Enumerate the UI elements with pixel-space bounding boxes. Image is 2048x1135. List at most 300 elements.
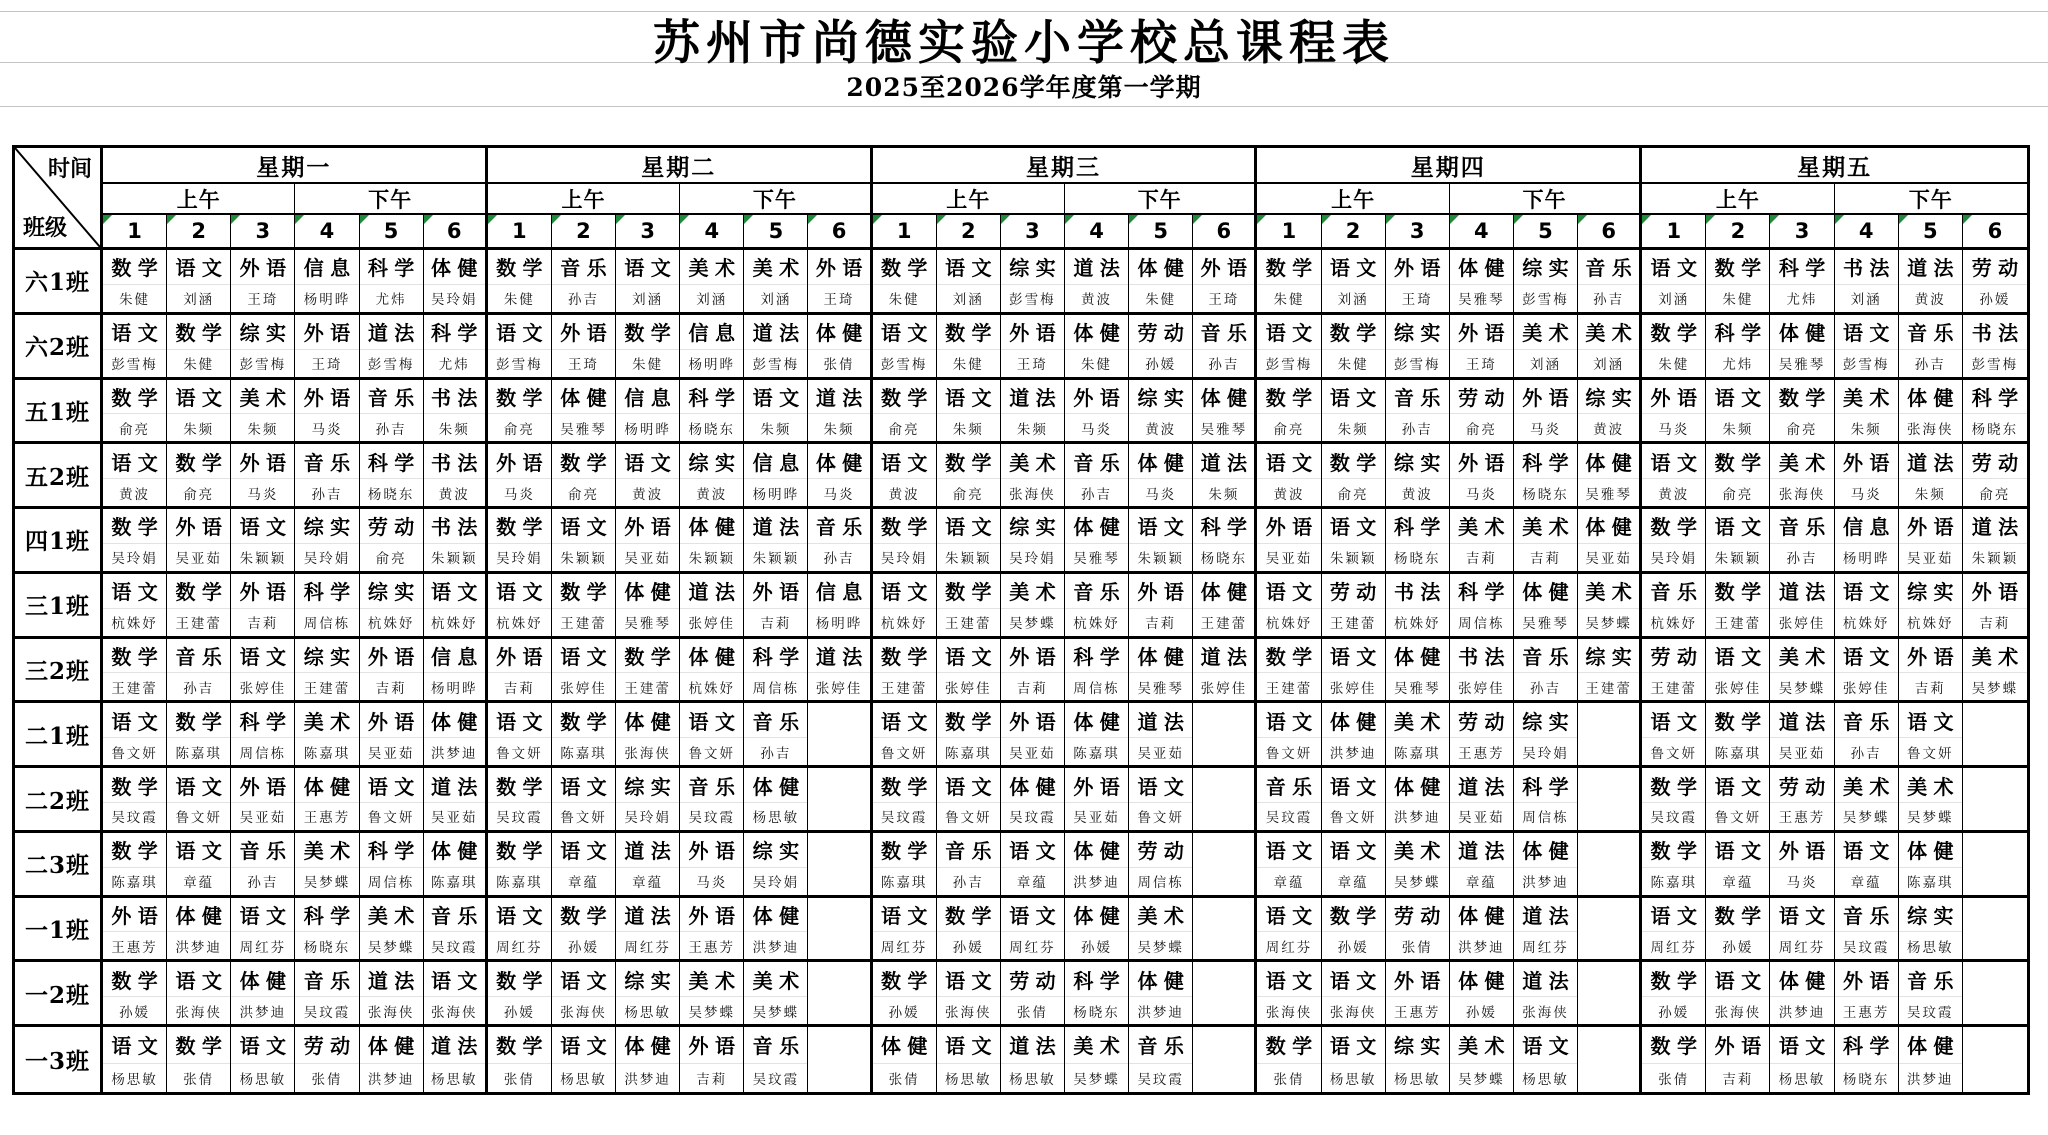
schedule-cell[interactable] [1899, 250, 1963, 315]
schedule-cell[interactable] [360, 962, 424, 1027]
schedule-cell[interactable] [1065, 1027, 1129, 1092]
schedule-cell[interactable] [1578, 639, 1642, 704]
schedule-cell[interactable] [1963, 768, 2027, 833]
schedule-cell[interactable] [1129, 250, 1193, 315]
schedule-cell[interactable] [1257, 315, 1321, 380]
schedule-cell[interactable] [937, 962, 1001, 1027]
schedule-cell[interactable] [295, 444, 359, 509]
period-header-day3-p4[interactable]: 4 [1065, 215, 1129, 250]
schedule-cell[interactable] [1706, 768, 1770, 833]
schedule-cell[interactable] [231, 833, 295, 898]
period-header-day2-p5[interactable]: 5 [744, 215, 808, 250]
schedule-cell[interactable] [488, 380, 552, 445]
schedule-cell[interactable] [1193, 380, 1257, 445]
schedule-cell[interactable] [1642, 574, 1706, 639]
period-header-day3-p5[interactable]: 5 [1129, 215, 1193, 250]
schedule-cell[interactable] [616, 380, 680, 445]
schedule-cell[interactable] [1514, 380, 1578, 445]
schedule-cell[interactable] [1193, 1027, 1257, 1092]
schedule-cell[interactable] [488, 833, 552, 898]
schedule-cell[interactable] [167, 444, 231, 509]
schedule-cell[interactable] [808, 380, 872, 445]
period-header-day2-p3[interactable]: 3 [616, 215, 680, 250]
schedule-cell[interactable] [424, 703, 488, 768]
schedule-cell[interactable] [744, 962, 808, 1027]
schedule-cell[interactable] [1706, 315, 1770, 380]
schedule-cell[interactable] [808, 898, 872, 963]
schedule-cell[interactable] [680, 444, 744, 509]
schedule-cell[interactable] [1065, 639, 1129, 704]
schedule-cell[interactable] [1322, 380, 1386, 445]
schedule-cell[interactable] [231, 962, 295, 1027]
schedule-cell[interactable] [1193, 833, 1257, 898]
schedule-cell[interactable] [1386, 315, 1450, 380]
schedule-cell[interactable] [424, 962, 488, 1027]
schedule-cell[interactable] [424, 1027, 488, 1092]
schedule-cell[interactable] [1899, 574, 1963, 639]
schedule-cell[interactable] [744, 1027, 808, 1092]
schedule-cell[interactable] [1514, 703, 1578, 768]
schedule-cell[interactable] [808, 444, 872, 509]
schedule-cell[interactable] [1770, 380, 1834, 445]
schedule-cell[interactable] [1386, 444, 1450, 509]
schedule-cell[interactable] [1706, 703, 1770, 768]
schedule-cell[interactable] [1065, 250, 1129, 315]
period-header-day3-p6[interactable]: 6 [1193, 215, 1257, 250]
schedule-cell[interactable] [167, 250, 231, 315]
schedule-cell[interactable] [1193, 703, 1257, 768]
schedule-cell[interactable] [360, 1027, 424, 1092]
schedule-cell[interactable] [1322, 509, 1386, 574]
schedule-cell[interactable] [1706, 898, 1770, 963]
period-header-day2-p2[interactable]: 2 [552, 215, 616, 250]
schedule-cell[interactable] [1322, 962, 1386, 1027]
schedule-cell[interactable] [1770, 833, 1834, 898]
schedule-cell[interactable] [1386, 768, 1450, 833]
schedule-cell[interactable] [1578, 250, 1642, 315]
schedule-cell[interactable] [1770, 898, 1834, 963]
schedule-cell[interactable] [1706, 833, 1770, 898]
schedule-cell[interactable] [488, 444, 552, 509]
schedule-cell[interactable] [1835, 380, 1899, 445]
schedule-cell[interactable] [873, 1027, 937, 1092]
schedule-cell[interactable] [103, 898, 167, 963]
schedule-cell[interactable] [1642, 509, 1706, 574]
schedule-cell[interactable] [1386, 509, 1450, 574]
schedule-cell[interactable] [1578, 380, 1642, 445]
schedule-cell[interactable] [167, 380, 231, 445]
schedule-cell[interactable] [680, 1027, 744, 1092]
schedule-cell[interactable] [424, 444, 488, 509]
schedule-cell[interactable] [1835, 1027, 1899, 1092]
schedule-cell[interactable] [360, 639, 424, 704]
schedule-cell[interactable] [680, 315, 744, 380]
schedule-cell[interactable] [1963, 833, 2027, 898]
schedule-cell[interactable] [1001, 898, 1065, 963]
schedule-cell[interactable] [295, 703, 359, 768]
schedule-cell[interactable] [1706, 509, 1770, 574]
schedule-cell[interactable] [1450, 509, 1514, 574]
schedule-cell[interactable] [1835, 250, 1899, 315]
period-header-day5-p5[interactable]: 5 [1899, 215, 1963, 250]
schedule-cell[interactable] [1450, 703, 1514, 768]
schedule-cell[interactable] [1193, 639, 1257, 704]
schedule-cell[interactable] [1065, 703, 1129, 768]
schedule-cell[interactable] [1001, 444, 1065, 509]
schedule-cell[interactable] [1899, 444, 1963, 509]
schedule-cell[interactable] [103, 444, 167, 509]
schedule-cell[interactable] [937, 444, 1001, 509]
schedule-cell[interactable] [360, 315, 424, 380]
schedule-cell[interactable] [1835, 898, 1899, 963]
schedule-cell[interactable] [744, 833, 808, 898]
schedule-cell[interactable] [1642, 898, 1706, 963]
schedule-cell[interactable] [1578, 962, 1642, 1027]
schedule-cell[interactable] [1386, 703, 1450, 768]
period-header-day3-p3[interactable]: 3 [1001, 215, 1065, 250]
schedule-cell[interactable] [616, 1027, 680, 1092]
schedule-cell[interactable] [616, 768, 680, 833]
schedule-cell[interactable] [680, 768, 744, 833]
schedule-cell[interactable] [231, 250, 295, 315]
schedule-cell[interactable] [1129, 1027, 1193, 1092]
schedule-cell[interactable] [231, 639, 295, 704]
schedule-cell[interactable] [360, 898, 424, 963]
schedule-cell[interactable] [808, 833, 872, 898]
schedule-cell[interactable] [1193, 962, 1257, 1027]
schedule-cell[interactable] [1386, 380, 1450, 445]
schedule-cell[interactable] [808, 574, 872, 639]
schedule-cell[interactable] [1257, 962, 1321, 1027]
schedule-cell[interactable] [488, 250, 552, 315]
schedule-cell[interactable] [744, 315, 808, 380]
schedule-cell[interactable] [552, 574, 616, 639]
schedule-cell[interactable] [488, 703, 552, 768]
schedule-cell[interactable] [231, 703, 295, 768]
schedule-cell[interactable] [1963, 380, 2027, 445]
schedule-cell[interactable] [167, 639, 231, 704]
schedule-cell[interactable] [744, 380, 808, 445]
schedule-cell[interactable] [103, 833, 167, 898]
schedule-cell[interactable] [680, 898, 744, 963]
schedule-cell[interactable] [295, 768, 359, 833]
schedule-cell[interactable] [424, 639, 488, 704]
schedule-cell[interactable] [488, 315, 552, 380]
schedule-cell[interactable] [1963, 703, 2027, 768]
schedule-cell[interactable] [1514, 574, 1578, 639]
schedule-cell[interactable] [488, 962, 552, 1027]
schedule-cell[interactable] [1065, 768, 1129, 833]
schedule-cell[interactable] [744, 509, 808, 574]
schedule-cell[interactable] [808, 703, 872, 768]
period-header-day1-p3[interactable]: 3 [231, 215, 295, 250]
schedule-cell[interactable] [552, 639, 616, 704]
period-header-day3-p1[interactable]: 1 [873, 215, 937, 250]
schedule-cell[interactable] [937, 380, 1001, 445]
schedule-cell[interactable] [1642, 962, 1706, 1027]
schedule-cell[interactable] [1514, 250, 1578, 315]
schedule-cell[interactable] [552, 380, 616, 445]
schedule-cell[interactable] [1322, 833, 1386, 898]
schedule-cell[interactable] [1322, 639, 1386, 704]
schedule-cell[interactable] [103, 315, 167, 380]
schedule-cell[interactable] [1001, 380, 1065, 445]
schedule-cell[interactable] [616, 574, 680, 639]
schedule-cell[interactable] [1193, 509, 1257, 574]
schedule-cell[interactable] [873, 574, 937, 639]
schedule-cell[interactable] [1514, 898, 1578, 963]
schedule-cell[interactable] [231, 768, 295, 833]
schedule-cell[interactable] [1706, 574, 1770, 639]
period-header-day1-p1[interactable]: 1 [103, 215, 167, 250]
schedule-cell[interactable] [1835, 509, 1899, 574]
schedule-cell[interactable] [1001, 703, 1065, 768]
schedule-cell[interactable] [1642, 833, 1706, 898]
schedule-cell[interactable] [1899, 380, 1963, 445]
schedule-cell[interactable] [1963, 315, 2027, 380]
schedule-cell[interactable] [680, 380, 744, 445]
schedule-cell[interactable] [1257, 380, 1321, 445]
schedule-cell[interactable] [744, 768, 808, 833]
schedule-cell[interactable] [1835, 962, 1899, 1027]
schedule-cell[interactable] [103, 1027, 167, 1092]
schedule-cell[interactable] [1450, 380, 1514, 445]
schedule-cell[interactable] [1322, 768, 1386, 833]
schedule-cell[interactable] [1642, 444, 1706, 509]
schedule-cell[interactable] [1450, 250, 1514, 315]
schedule-cell[interactable] [1770, 574, 1834, 639]
schedule-cell[interactable] [1835, 703, 1899, 768]
schedule-cell[interactable] [937, 1027, 1001, 1092]
schedule-cell[interactable] [360, 703, 424, 768]
schedule-cell[interactable] [1322, 250, 1386, 315]
schedule-cell[interactable] [1257, 574, 1321, 639]
schedule-cell[interactable] [1001, 833, 1065, 898]
period-header-day1-p2[interactable]: 2 [167, 215, 231, 250]
schedule-cell[interactable] [1578, 833, 1642, 898]
schedule-cell[interactable] [1770, 315, 1834, 380]
schedule-cell[interactable] [808, 962, 872, 1027]
schedule-cell[interactable] [1963, 250, 2027, 315]
schedule-cell[interactable] [1065, 574, 1129, 639]
schedule-cell[interactable] [552, 315, 616, 380]
schedule-cell[interactable] [1963, 574, 2027, 639]
schedule-cell[interactable] [488, 574, 552, 639]
schedule-cell[interactable] [1770, 768, 1834, 833]
schedule-cell[interactable] [1642, 315, 1706, 380]
schedule-cell[interactable] [1770, 1027, 1834, 1092]
schedule-cell[interactable] [1899, 962, 1963, 1027]
schedule-cell[interactable] [552, 833, 616, 898]
period-header-day5-p2[interactable]: 2 [1706, 215, 1770, 250]
schedule-cell[interactable] [1642, 1027, 1706, 1092]
schedule-cell[interactable] [1193, 898, 1257, 963]
schedule-cell[interactable] [873, 768, 937, 833]
schedule-cell[interactable] [1450, 639, 1514, 704]
schedule-cell[interactable] [552, 509, 616, 574]
schedule-cell[interactable] [1129, 833, 1193, 898]
schedule-cell[interactable] [744, 250, 808, 315]
schedule-cell[interactable] [1322, 574, 1386, 639]
schedule-cell[interactable] [231, 898, 295, 963]
schedule-cell[interactable] [937, 315, 1001, 380]
schedule-cell[interactable] [1322, 1027, 1386, 1092]
period-header-day5-p6[interactable]: 6 [1963, 215, 2027, 250]
schedule-cell[interactable] [1835, 315, 1899, 380]
schedule-cell[interactable] [616, 962, 680, 1027]
schedule-cell[interactable] [360, 574, 424, 639]
schedule-cell[interactable] [1001, 962, 1065, 1027]
schedule-cell[interactable] [1514, 962, 1578, 1027]
schedule-cell[interactable] [167, 962, 231, 1027]
schedule-cell[interactable] [167, 833, 231, 898]
schedule-cell[interactable] [1642, 250, 1706, 315]
schedule-cell[interactable] [1450, 444, 1514, 509]
schedule-cell[interactable] [1578, 574, 1642, 639]
schedule-cell[interactable] [873, 509, 937, 574]
schedule-cell[interactable] [1065, 833, 1129, 898]
schedule-cell[interactable] [616, 833, 680, 898]
period-header-day1-p6[interactable]: 6 [424, 215, 488, 250]
schedule-cell[interactable] [1899, 509, 1963, 574]
schedule-cell[interactable] [1065, 509, 1129, 574]
schedule-cell[interactable] [1770, 444, 1834, 509]
schedule-cell[interactable] [1578, 703, 1642, 768]
schedule-cell[interactable] [616, 639, 680, 704]
schedule-cell[interactable] [1514, 444, 1578, 509]
schedule-cell[interactable] [424, 315, 488, 380]
schedule-cell[interactable] [424, 380, 488, 445]
schedule-cell[interactable] [1963, 962, 2027, 1027]
schedule-cell[interactable] [1257, 898, 1321, 963]
schedule-cell[interactable] [231, 315, 295, 380]
schedule-cell[interactable] [424, 833, 488, 898]
schedule-cell[interactable] [1065, 380, 1129, 445]
schedule-cell[interactable] [744, 898, 808, 963]
schedule-cell[interactable] [873, 315, 937, 380]
schedule-cell[interactable] [1193, 444, 1257, 509]
schedule-cell[interactable] [1514, 1027, 1578, 1092]
schedule-cell[interactable] [808, 1027, 872, 1092]
schedule-cell[interactable] [1514, 639, 1578, 704]
period-header-day2-p1[interactable]: 1 [488, 215, 552, 250]
schedule-cell[interactable] [1514, 509, 1578, 574]
schedule-cell[interactable] [1001, 315, 1065, 380]
schedule-cell[interactable] [1835, 833, 1899, 898]
schedule-cell[interactable] [1706, 444, 1770, 509]
schedule-cell[interactable] [424, 574, 488, 639]
schedule-cell[interactable] [1514, 768, 1578, 833]
schedule-cell[interactable] [744, 639, 808, 704]
schedule-cell[interactable] [1899, 703, 1963, 768]
schedule-cell[interactable] [1642, 639, 1706, 704]
schedule-cell[interactable] [1578, 898, 1642, 963]
schedule-cell[interactable] [1963, 1027, 2027, 1092]
schedule-cell[interactable] [167, 509, 231, 574]
schedule-cell[interactable] [1899, 1027, 1963, 1092]
schedule-cell[interactable] [231, 1027, 295, 1092]
schedule-cell[interactable] [103, 250, 167, 315]
schedule-cell[interactable] [1065, 962, 1129, 1027]
period-header-day5-p1[interactable]: 1 [1642, 215, 1706, 250]
schedule-cell[interactable] [808, 639, 872, 704]
schedule-cell[interactable] [1001, 1027, 1065, 1092]
schedule-cell[interactable] [1386, 574, 1450, 639]
schedule-cell[interactable] [680, 250, 744, 315]
schedule-cell[interactable] [1450, 962, 1514, 1027]
schedule-cell[interactable] [1257, 1027, 1321, 1092]
schedule-cell[interactable] [231, 380, 295, 445]
schedule-cell[interactable] [295, 962, 359, 1027]
schedule-cell[interactable] [744, 444, 808, 509]
schedule-cell[interactable] [103, 509, 167, 574]
schedule-cell[interactable] [1514, 833, 1578, 898]
period-header-day4-p5[interactable]: 5 [1514, 215, 1578, 250]
schedule-cell[interactable] [295, 574, 359, 639]
schedule-cell[interactable] [295, 509, 359, 574]
period-header-day5-p3[interactable]: 3 [1770, 215, 1834, 250]
schedule-cell[interactable] [1386, 1027, 1450, 1092]
schedule-cell[interactable] [1386, 962, 1450, 1027]
schedule-cell[interactable] [488, 639, 552, 704]
schedule-cell[interactable] [744, 574, 808, 639]
schedule-cell[interactable] [488, 509, 552, 574]
schedule-cell[interactable] [552, 250, 616, 315]
schedule-cell[interactable] [1899, 639, 1963, 704]
schedule-cell[interactable] [1322, 898, 1386, 963]
schedule-cell[interactable] [1129, 380, 1193, 445]
schedule-cell[interactable] [873, 962, 937, 1027]
schedule-cell[interactable] [1193, 315, 1257, 380]
schedule-cell[interactable] [167, 1027, 231, 1092]
schedule-cell[interactable] [1129, 444, 1193, 509]
schedule-cell[interactable] [616, 444, 680, 509]
schedule-cell[interactable] [873, 703, 937, 768]
schedule-cell[interactable] [103, 703, 167, 768]
schedule-cell[interactable] [937, 833, 1001, 898]
schedule-cell[interactable] [1001, 574, 1065, 639]
schedule-cell[interactable] [295, 833, 359, 898]
schedule-cell[interactable] [552, 898, 616, 963]
schedule-cell[interactable] [937, 574, 1001, 639]
schedule-cell[interactable] [1450, 833, 1514, 898]
schedule-cell[interactable] [937, 703, 1001, 768]
schedule-cell[interactable] [1257, 444, 1321, 509]
schedule-cell[interactable] [680, 703, 744, 768]
period-header-day4-p2[interactable]: 2 [1322, 215, 1386, 250]
schedule-cell[interactable] [680, 962, 744, 1027]
schedule-cell[interactable] [295, 639, 359, 704]
schedule-cell[interactable] [873, 898, 937, 963]
schedule-cell[interactable] [1899, 898, 1963, 963]
schedule-cell[interactable] [680, 639, 744, 704]
schedule-cell[interactable] [360, 380, 424, 445]
schedule-cell[interactable] [1578, 509, 1642, 574]
schedule-cell[interactable] [1770, 639, 1834, 704]
schedule-cell[interactable] [103, 380, 167, 445]
schedule-cell[interactable] [360, 768, 424, 833]
schedule-cell[interactable] [1129, 509, 1193, 574]
schedule-cell[interactable] [1257, 509, 1321, 574]
schedule-cell[interactable] [1322, 444, 1386, 509]
schedule-cell[interactable] [1578, 1027, 1642, 1092]
schedule-cell[interactable] [1450, 898, 1514, 963]
schedule-cell[interactable] [1706, 639, 1770, 704]
schedule-cell[interactable] [1129, 315, 1193, 380]
schedule-cell[interactable] [1257, 768, 1321, 833]
period-header-day2-p4[interactable]: 4 [680, 215, 744, 250]
schedule-cell[interactable] [1386, 639, 1450, 704]
